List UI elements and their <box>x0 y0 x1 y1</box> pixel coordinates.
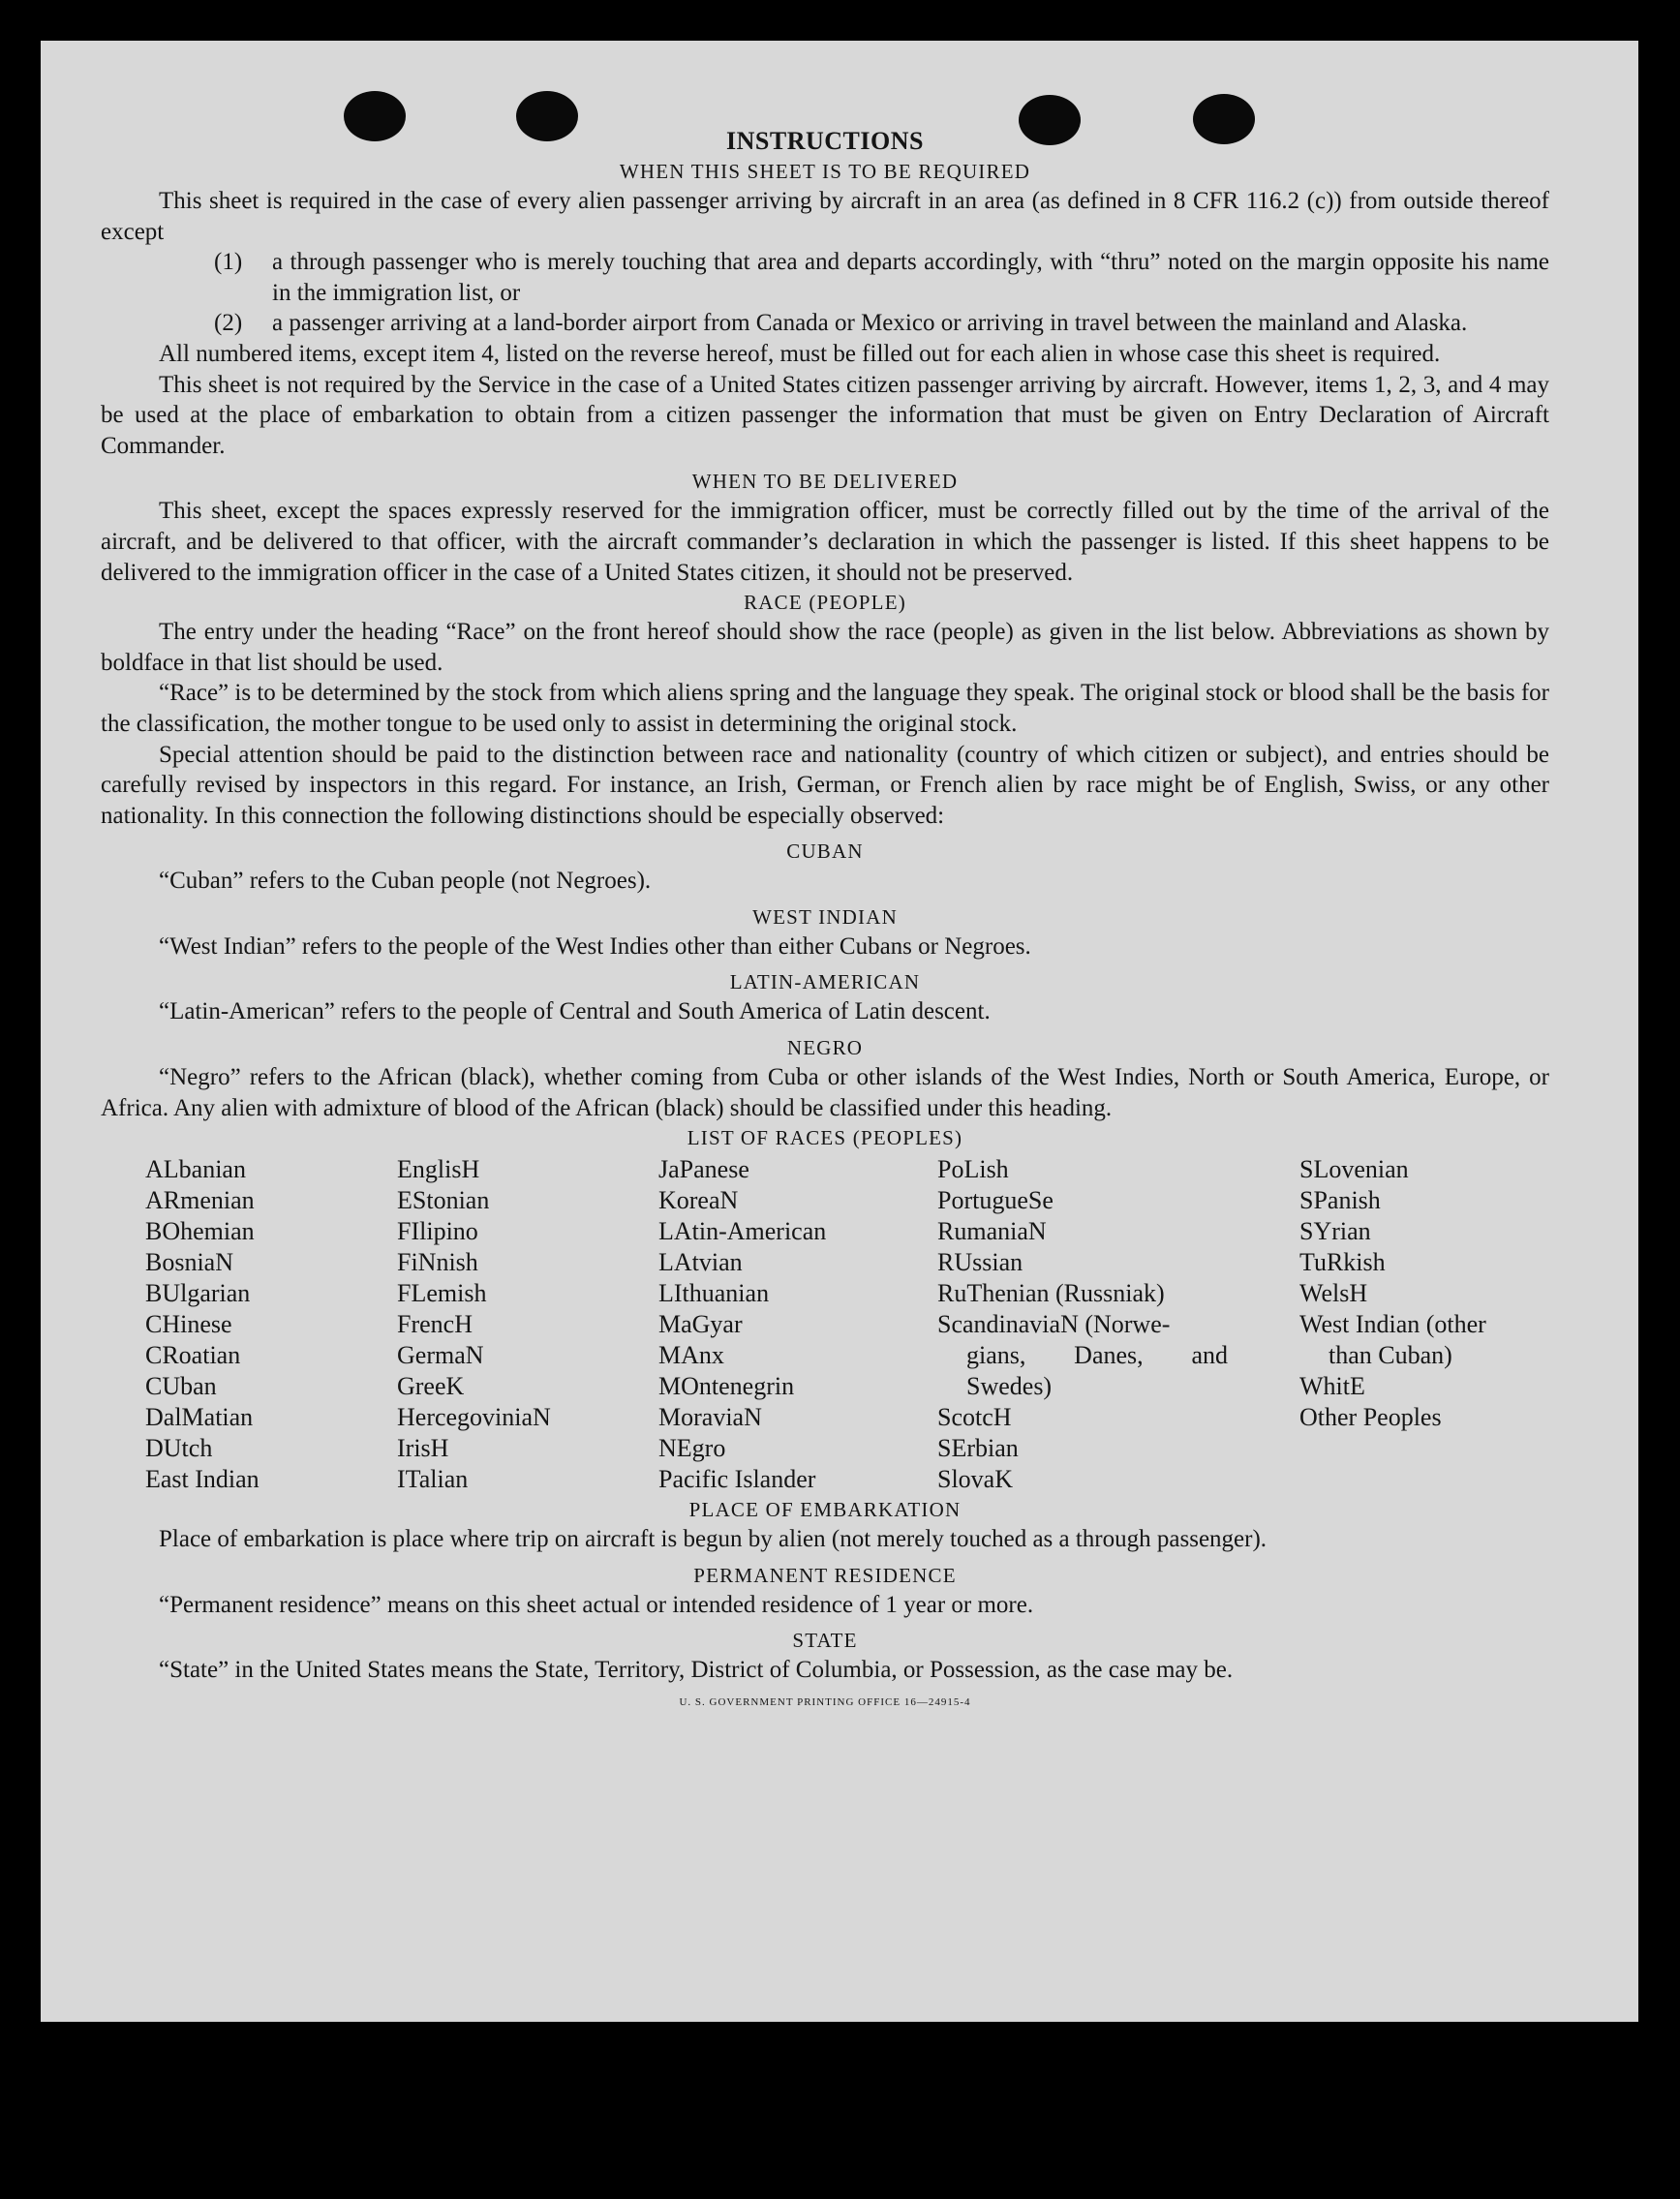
race-entry: PoLish <box>937 1155 1009 1184</box>
race-entry: FrencH <box>397 1310 473 1339</box>
race-entry: BOhemian <box>145 1217 255 1246</box>
race-entry: ScotcH <box>937 1403 1012 1432</box>
race-entry: WhitE <box>1299 1372 1365 1401</box>
race-entry: KoreaN <box>658 1186 739 1215</box>
race-column <box>658 1154 826 1495</box>
race-entry: LAtin-American <box>658 1217 827 1246</box>
race-entry: RumaniaN <box>937 1217 1047 1246</box>
race-entry: EStonian <box>397 1186 490 1215</box>
race-entry: BUlgarian <box>145 1279 251 1308</box>
item-number: (1) <box>214 249 243 276</box>
race-entry: HercegoviniaN <box>397 1403 551 1432</box>
paragraph: “West Indian” refers to the people of the West Indies other than either Cubans or Negroes. <box>159 932 1031 960</box>
race-entry: SLovenian <box>1299 1155 1409 1184</box>
section-heading: STATE <box>792 1629 858 1653</box>
race-column <box>397 1154 551 1495</box>
section-heading: PERMANENT RESIDENCE <box>693 1563 957 1587</box>
race-entry: GreeK <box>397 1372 465 1401</box>
race-entry: ALbanian <box>145 1155 246 1184</box>
race-entry: MoraviaN <box>658 1403 762 1432</box>
paragraph: “Latin-American” refers to the people of Central and South America of Latin descent. <box>159 998 991 1025</box>
paragraph: “State” in the United States means the State, Territory, District of Columbia, or Possession, as the case may be. <box>159 1657 1234 1684</box>
race-entry: Swedes) <box>966 1372 1053 1401</box>
race-entry: NEgro <box>658 1434 726 1463</box>
race-entry: CHinese <box>145 1310 232 1339</box>
race-entry: ARmenian <box>145 1186 255 1215</box>
race-column <box>1299 1154 1486 1433</box>
race-entry: IrisH <box>397 1434 449 1463</box>
race-entry: SPanish <box>1299 1186 1381 1215</box>
section-heading: LIST OF RACES (PEOPLES) <box>687 1126 963 1150</box>
race-entry: CUban <box>145 1372 217 1401</box>
paragraph: “Negro” refers to the African (black), whether coming from Cuba or other islands of the West Indies, North or South America, Europe, or Africa. Any alien with admixture of blood of the African (black) should be classified under this heading. <box>101 1064 1549 1121</box>
page-title: INSTRUCTIONS <box>726 127 924 155</box>
section-heading: CUBAN <box>786 840 864 864</box>
race-entry: CRoatian <box>145 1341 241 1370</box>
race-entry: West Indian (other <box>1299 1310 1486 1339</box>
paragraph: This sheet is not required by the Service in the case of a United States citizen passenger arriving by aircraft. However, items 1, 2, 3, and 4 may be used at the place of embarkation to obtain from a citizen passenger the information that must be given on Entry Declaration of Aircraft Commander. <box>101 371 1549 459</box>
item-number: (2) <box>214 310 243 337</box>
paragraph: Place of embarkation is place where trip on aircraft is begun by alien (not merely touched as a through passenger). <box>159 1526 1268 1553</box>
race-entry: FiNnish <box>397 1248 478 1277</box>
race-entry: FIlipino <box>397 1217 478 1246</box>
race-entry: Pacific Islander <box>658 1465 816 1494</box>
race-entry: PortugueSe <box>937 1186 1054 1215</box>
race-entry: RuThenian (Russniak) <box>937 1279 1165 1308</box>
race-entry: TuRkish <box>1299 1248 1386 1277</box>
section-heading: NEGRO <box>786 1036 864 1060</box>
race-column <box>145 1154 260 1495</box>
paragraph: This sheet, except the spaces expressly reserved for the immigration officer, must be correctly filled out by the time of the arrival of the aircraft, and be delivered to that officer, with the aircraft commander’s declaration in which the passenger is listed. If this sheet happens to be delivered to the immigration officer in the case of a United States citizen, it should not be preserved. <box>101 498 1549 586</box>
section-heading: WHEN TO BE DELIVERED <box>691 470 959 494</box>
race-entry: than Cuban) <box>1329 1341 1452 1370</box>
race-entry: MOntenegrin <box>658 1372 795 1401</box>
race-entry: DUtch <box>145 1434 213 1463</box>
item-text: a through passenger who is merely touching that area and departs accordingly, with “thru” noted on the margin opposite his name in the immigration list, or <box>272 249 1549 306</box>
paragraph: All numbered items, except item 4, listed on the reverse hereof, must be filled out for each alien in whose case this sheet is required. <box>159 340 1441 367</box>
section-heading: LATIN-AMERICAN <box>729 970 921 994</box>
race-entry: EnglisH <box>397 1155 480 1184</box>
race-entry: FLemish <box>397 1279 487 1308</box>
race-entry: LIthuanian <box>658 1279 770 1308</box>
race-entry: Other Peoples <box>1299 1403 1442 1432</box>
race-entry: WelsH <box>1299 1279 1368 1308</box>
paragraph: “Cuban” refers to the Cuban people (not Negroes). <box>159 868 652 895</box>
race-entry: SlovaK <box>937 1465 1013 1494</box>
list-item <box>101 308 1549 339</box>
list-item <box>101 247 1549 308</box>
paragraph: The entry under the heading “Race” on the front hereof should show the race (people) as given in the list below. Abbreviations as shown by boldface in that list should be used. <box>101 619 1549 676</box>
race-entry: GermaN <box>397 1341 484 1370</box>
race-entry: JaPanese <box>658 1155 749 1184</box>
race-entry: MAnx <box>658 1341 724 1370</box>
race-entry: ITalian <box>397 1465 469 1494</box>
race-entry: RUssian <box>937 1248 1023 1277</box>
paragraph: “Permanent residence” means on this sheet actual or intended residence of 1 year or more. <box>159 1591 1034 1618</box>
section-heading: WHEN THIS SHEET IS TO BE REQUIRED <box>619 160 1031 183</box>
race-column <box>937 1154 1228 1495</box>
race-entry: DalMatian <box>145 1403 254 1432</box>
paragraph: “Race” is to be determined by the stock from which aliens spring and the language they speak. The original stock or blood shall be the basis for the classification, the mother tongue to be used only to assist in determining the original stock. <box>101 680 1549 737</box>
item-text: a passenger arriving at a land-border airport from Canada or Mexico or arriving in travel between the mainland and Alaska. <box>272 310 1468 337</box>
race-entry: gians, Danes, and <box>966 1341 1228 1370</box>
paragraph: Special attention should be paid to the distinction between race and nationality (country of which citizen or subject), and entries should be carefully revised by inspectors in this regard. For instance, an Irish, German, or French alien by race might be of English, Swiss, or any other nationality. In this connection the following distinctions should be especially observed: <box>101 741 1549 829</box>
section-heading: WEST INDIAN <box>752 904 898 929</box>
section-heading: PLACE OF EMBARKATION <box>688 1498 962 1522</box>
race-entry: SYrian <box>1299 1217 1371 1246</box>
paragraph: This sheet is required in the case of every alien passenger arriving by aircraft in an area (as defined in 8 CFR 116.2 (c)) from outside thereof except <box>101 188 1549 245</box>
section-heading: RACE (PEOPLE) <box>744 591 906 615</box>
race-entry: BosniaN <box>145 1248 233 1277</box>
printer-imprint: U. S. GOVERNMENT PRINTING OFFICE 16—24915-4 <box>679 1696 971 1709</box>
race-entry: MaGyar <box>658 1310 743 1339</box>
instructions-content <box>101 126 1549 1709</box>
race-entry: East Indian <box>145 1465 260 1494</box>
race-entry: LAtvian <box>658 1248 743 1277</box>
race-entry: ScandinaviaN (Norwe- <box>937 1310 1171 1339</box>
race-entry: SErbian <box>937 1434 1019 1463</box>
race-list <box>101 1154 1549 1495</box>
